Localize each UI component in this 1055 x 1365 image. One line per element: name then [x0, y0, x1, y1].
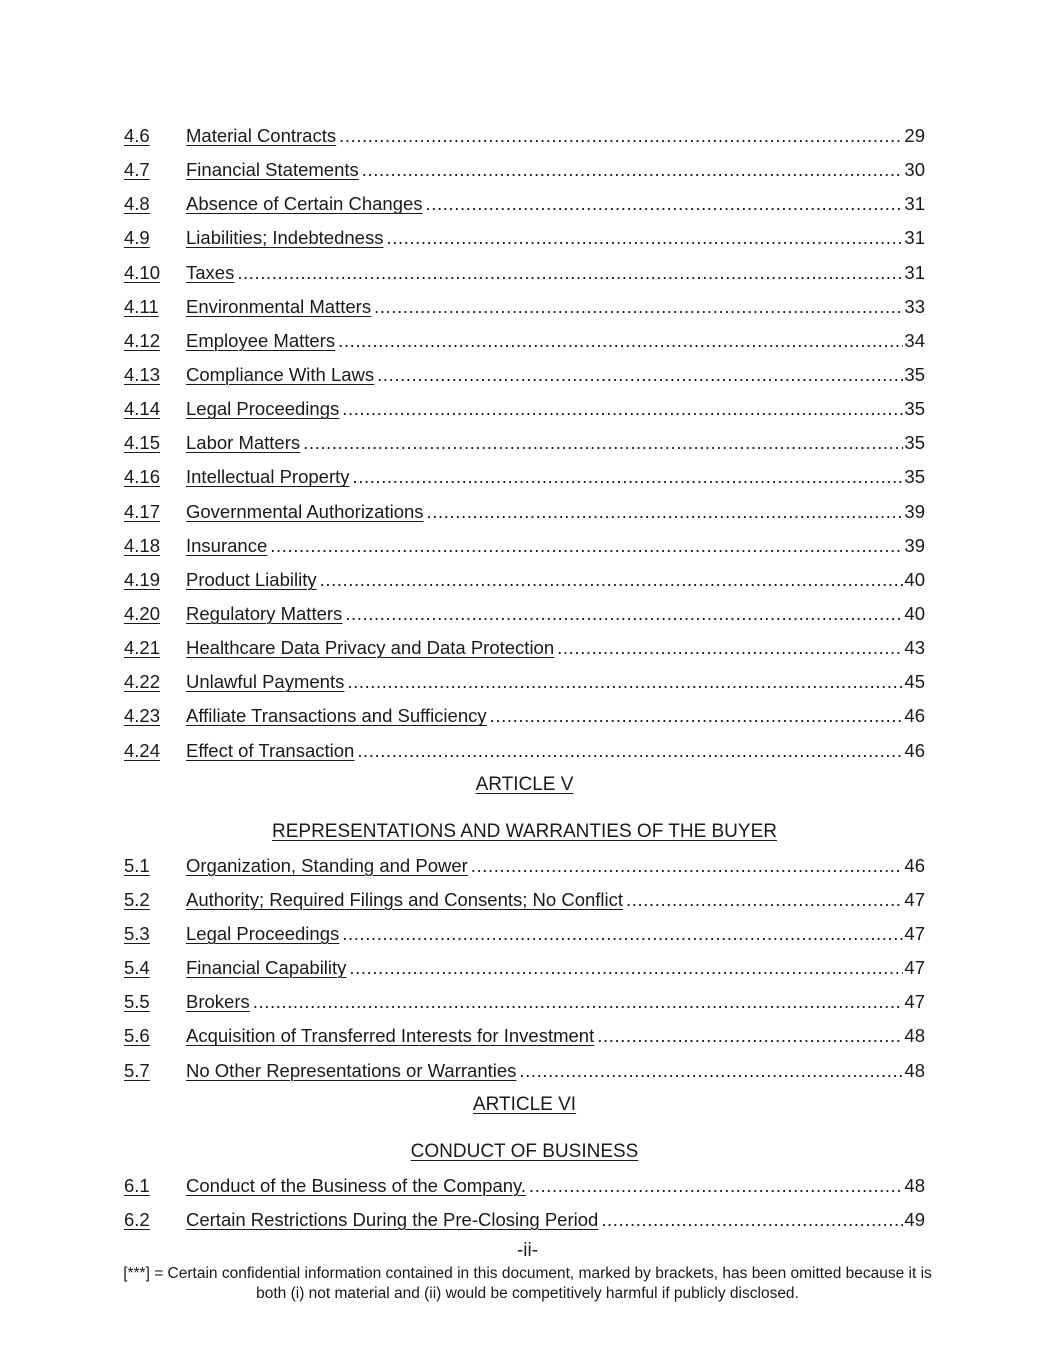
toc-leader-dots [303, 426, 903, 460]
toc-leader-dots [320, 563, 904, 597]
toc-entry[interactable] [124, 1019, 925, 1053]
toc-entry-number: 4.15 [124, 432, 161, 454]
table-of-contents [124, 119, 925, 1237]
toc-entry-title: Taxes [186, 261, 235, 283]
toc-entry-page: 35 [904, 466, 925, 488]
toc-entry-number: 4.19 [124, 568, 161, 590]
toc-entry-page: 40 [904, 602, 925, 624]
toc-entry[interactable] [124, 221, 925, 255]
toc-leader-dots [557, 631, 903, 665]
toc-leader-dots [338, 324, 903, 358]
toc-entry[interactable] [124, 1203, 925, 1237]
toc-entry-number: 4.6 [124, 125, 150, 146]
toc-entry-number: 5.3 [124, 922, 150, 944]
toc-entry-title: Product Liability [186, 568, 317, 590]
toc-leader-dots [490, 699, 904, 733]
toc-entry[interactable] [124, 951, 925, 985]
toc-entry[interactable] [124, 849, 925, 883]
toc-entry[interactable] [124, 529, 925, 563]
toc-group-article-4 [124, 119, 925, 768]
toc-entry[interactable] [124, 495, 925, 529]
toc-entry-page: 47 [904, 888, 925, 910]
toc-entry-title: Certain Restrictions During the Pre-Closing Period [186, 1208, 599, 1230]
toc-leader-dots [626, 883, 903, 917]
toc-leader-dots [270, 529, 903, 563]
toc-entry-page: 35 [904, 363, 925, 385]
toc-leader-dots [237, 256, 903, 290]
toc-entry-title: Environmental Matters [186, 295, 372, 317]
toc-leader-dots [342, 917, 903, 951]
toc-entry-title: Regulatory Matters [186, 602, 343, 624]
toc-entry-page: 47 [904, 922, 925, 944]
toc-entry-title: Effect of Transaction [186, 739, 355, 761]
toc-leader-dots [529, 1169, 903, 1203]
toc-entry-page: 49 [904, 1208, 925, 1230]
toc-entry[interactable] [124, 460, 925, 494]
toc-leader-dots [597, 1019, 903, 1053]
page-number: -ii- [516, 1240, 539, 1261]
toc-entry-page: 31 [904, 227, 925, 249]
toc-entry-page: 46 [904, 739, 925, 761]
toc-entry-number: 4.16 [124, 466, 161, 488]
toc-leader-dots [426, 187, 904, 221]
toc-entry-page: 48 [904, 1174, 925, 1196]
toc-entry-number: 4.9 [124, 227, 150, 249]
toc-entry-number: 4.8 [124, 193, 150, 215]
toc-entry-page: 48 [904, 1059, 925, 1081]
toc-entry-title: Material Contracts [186, 125, 337, 146]
toc-entry-page: 31 [904, 261, 925, 283]
toc-entry-page: 39 [904, 500, 925, 522]
toc-entry-page: 35 [904, 398, 925, 420]
toc-leader-dots [349, 951, 903, 985]
toc-leader-dots [386, 221, 903, 255]
toc-entry[interactable] [124, 426, 925, 460]
article-title: REPRESENTATIONS AND WARRANTIES OF THE BUYER [272, 820, 777, 842]
confidentiality-note: [***] = Certain confidential information contained in this document, marked by brackets, has been omitted because it is both (i) not material and (ii) would be competitively harmful if publicly disclosed. [123, 1265, 932, 1302]
toc-leader-dots [339, 119, 903, 153]
article-heading: ARTICLE V [475, 773, 574, 795]
toc-entry-page: 35 [904, 432, 925, 454]
toc-entry-number: 4.17 [124, 500, 161, 522]
toc-entry[interactable] [124, 699, 925, 733]
toc-leader-dots [519, 1054, 903, 1088]
toc-entry-page: 34 [904, 329, 925, 351]
toc-entry[interactable] [124, 665, 925, 699]
toc-entry-number: 4.20 [124, 602, 161, 624]
toc-entry-number: 4.21 [124, 637, 161, 659]
toc-entry-page: 47 [904, 991, 925, 1013]
toc-entry-number: 4.13 [124, 363, 161, 385]
toc-entry[interactable] [124, 985, 925, 1019]
toc-entry-page: 30 [904, 159, 925, 181]
toc-leader-dots [253, 985, 904, 1019]
toc-entry[interactable] [124, 153, 925, 187]
toc-entry-page: 46 [904, 705, 925, 727]
toc-entry-title: Insurance [186, 534, 268, 556]
toc-entry-title: Financial Statements [186, 159, 359, 181]
toc-entry[interactable] [124, 1054, 925, 1088]
toc-entry-page: 47 [904, 957, 925, 979]
toc-entry-page: 43 [904, 637, 925, 659]
toc-entry-number: 5.4 [124, 957, 150, 979]
toc-entry[interactable] [124, 1169, 925, 1203]
toc-entry-number: 5.6 [124, 1025, 150, 1047]
toc-entry-title: Acquisition of Transferred Interests for Investment [186, 1025, 595, 1047]
toc-entry[interactable] [124, 631, 925, 665]
article-title: CONDUCT OF BUSINESS [410, 1140, 639, 1162]
toc-entry-title: Affiliate Transactions and Sufficiency [186, 705, 487, 727]
toc-leader-dots [357, 734, 903, 768]
toc-entry-title: Labor Matters [186, 432, 301, 454]
toc-entry-page: 40 [904, 568, 925, 590]
toc-leader-dots [353, 460, 904, 494]
toc-group-article-6 [124, 1169, 925, 1237]
toc-entry-title: Liabilities; Indebtedness [186, 227, 384, 249]
toc-leader-dots [427, 495, 904, 529]
toc-entry-number: 4.12 [124, 329, 161, 351]
toc-entry[interactable] [124, 392, 925, 426]
toc-entry-title: Compliance With Laws [186, 363, 375, 385]
toc-entry-page: 45 [904, 671, 925, 693]
toc-entry-number: 5.1 [124, 854, 150, 876]
toc-entry-title: Financial Capability [186, 957, 347, 979]
toc-entry[interactable] [124, 883, 925, 917]
toc-entry[interactable] [124, 734, 925, 768]
toc-entry[interactable] [124, 119, 925, 153]
toc-entry-number: 5.5 [124, 991, 150, 1013]
toc-entry-title: Authority; Required Filings and Consents; No Conflict [186, 888, 624, 910]
toc-entry-number: 4.23 [124, 705, 161, 727]
toc-leader-dots [377, 358, 903, 392]
toc-entry-page: 48 [904, 1025, 925, 1047]
toc-entry-number: 4.18 [124, 534, 161, 556]
toc-entry-title: Organization, Standing and Power [186, 854, 468, 876]
toc-entry-number: 5.2 [124, 888, 150, 910]
toc-entry-title: Legal Proceedings [186, 922, 340, 944]
toc-leader-dots [471, 849, 904, 883]
toc-entry-title: Conduct of the Business of the Company. [186, 1174, 527, 1196]
toc-entry[interactable] [124, 324, 925, 358]
toc-entry-title: Legal Proceedings [186, 398, 340, 420]
toc-entry-number: 4.7 [124, 159, 150, 181]
toc-entry[interactable] [124, 597, 925, 631]
toc-entry[interactable] [124, 358, 925, 392]
toc-entry-title: Brokers [186, 991, 250, 1013]
toc-leader-dots [345, 597, 903, 631]
toc-entry[interactable] [124, 290, 925, 324]
toc-leader-dots [342, 392, 903, 426]
toc-group-article-5 [124, 849, 925, 1088]
toc-entry[interactable] [124, 917, 925, 951]
toc-entry-page: 33 [904, 295, 925, 317]
article-heading: ARTICLE VI [472, 1093, 577, 1115]
toc-entry-page: 46 [904, 854, 925, 876]
toc-entry[interactable] [124, 563, 925, 597]
toc-entry-title: Employee Matters [186, 329, 336, 351]
toc-entry-number: 4.22 [124, 671, 161, 693]
toc-entry-number: 6.1 [124, 1174, 150, 1196]
toc-entry-title: Healthcare Data Privacy and Data Protection [186, 637, 555, 659]
toc-entry[interactable] [124, 187, 925, 221]
toc-entry-title: Governmental Authorizations [186, 500, 424, 522]
toc-entry-title: Intellectual Property [186, 466, 350, 488]
toc-leader-dots [347, 665, 903, 699]
toc-entry-number: 5.7 [124, 1059, 150, 1081]
toc-leader-dots [601, 1203, 903, 1237]
toc-leader-dots [362, 153, 904, 187]
toc-entry-title: Unlawful Payments [186, 671, 345, 693]
toc-leader-dots [374, 290, 903, 324]
toc-entry-title: Absence of Certain Changes [186, 193, 423, 215]
toc-entry-number: 4.24 [124, 739, 161, 761]
toc-entry-title: No Other Representations or Warranties [186, 1059, 517, 1081]
toc-entry[interactable] [124, 256, 925, 290]
toc-entry-number: 4.10 [124, 261, 161, 283]
toc-entry-number: 6.2 [124, 1208, 150, 1230]
toc-entry-page: 31 [904, 193, 925, 215]
toc-entry-number: 4.11 [124, 295, 159, 317]
toc-entry-number: 4.14 [124, 398, 161, 420]
toc-entry-page: 29 [904, 125, 925, 146]
toc-entry-page: 39 [904, 534, 925, 556]
